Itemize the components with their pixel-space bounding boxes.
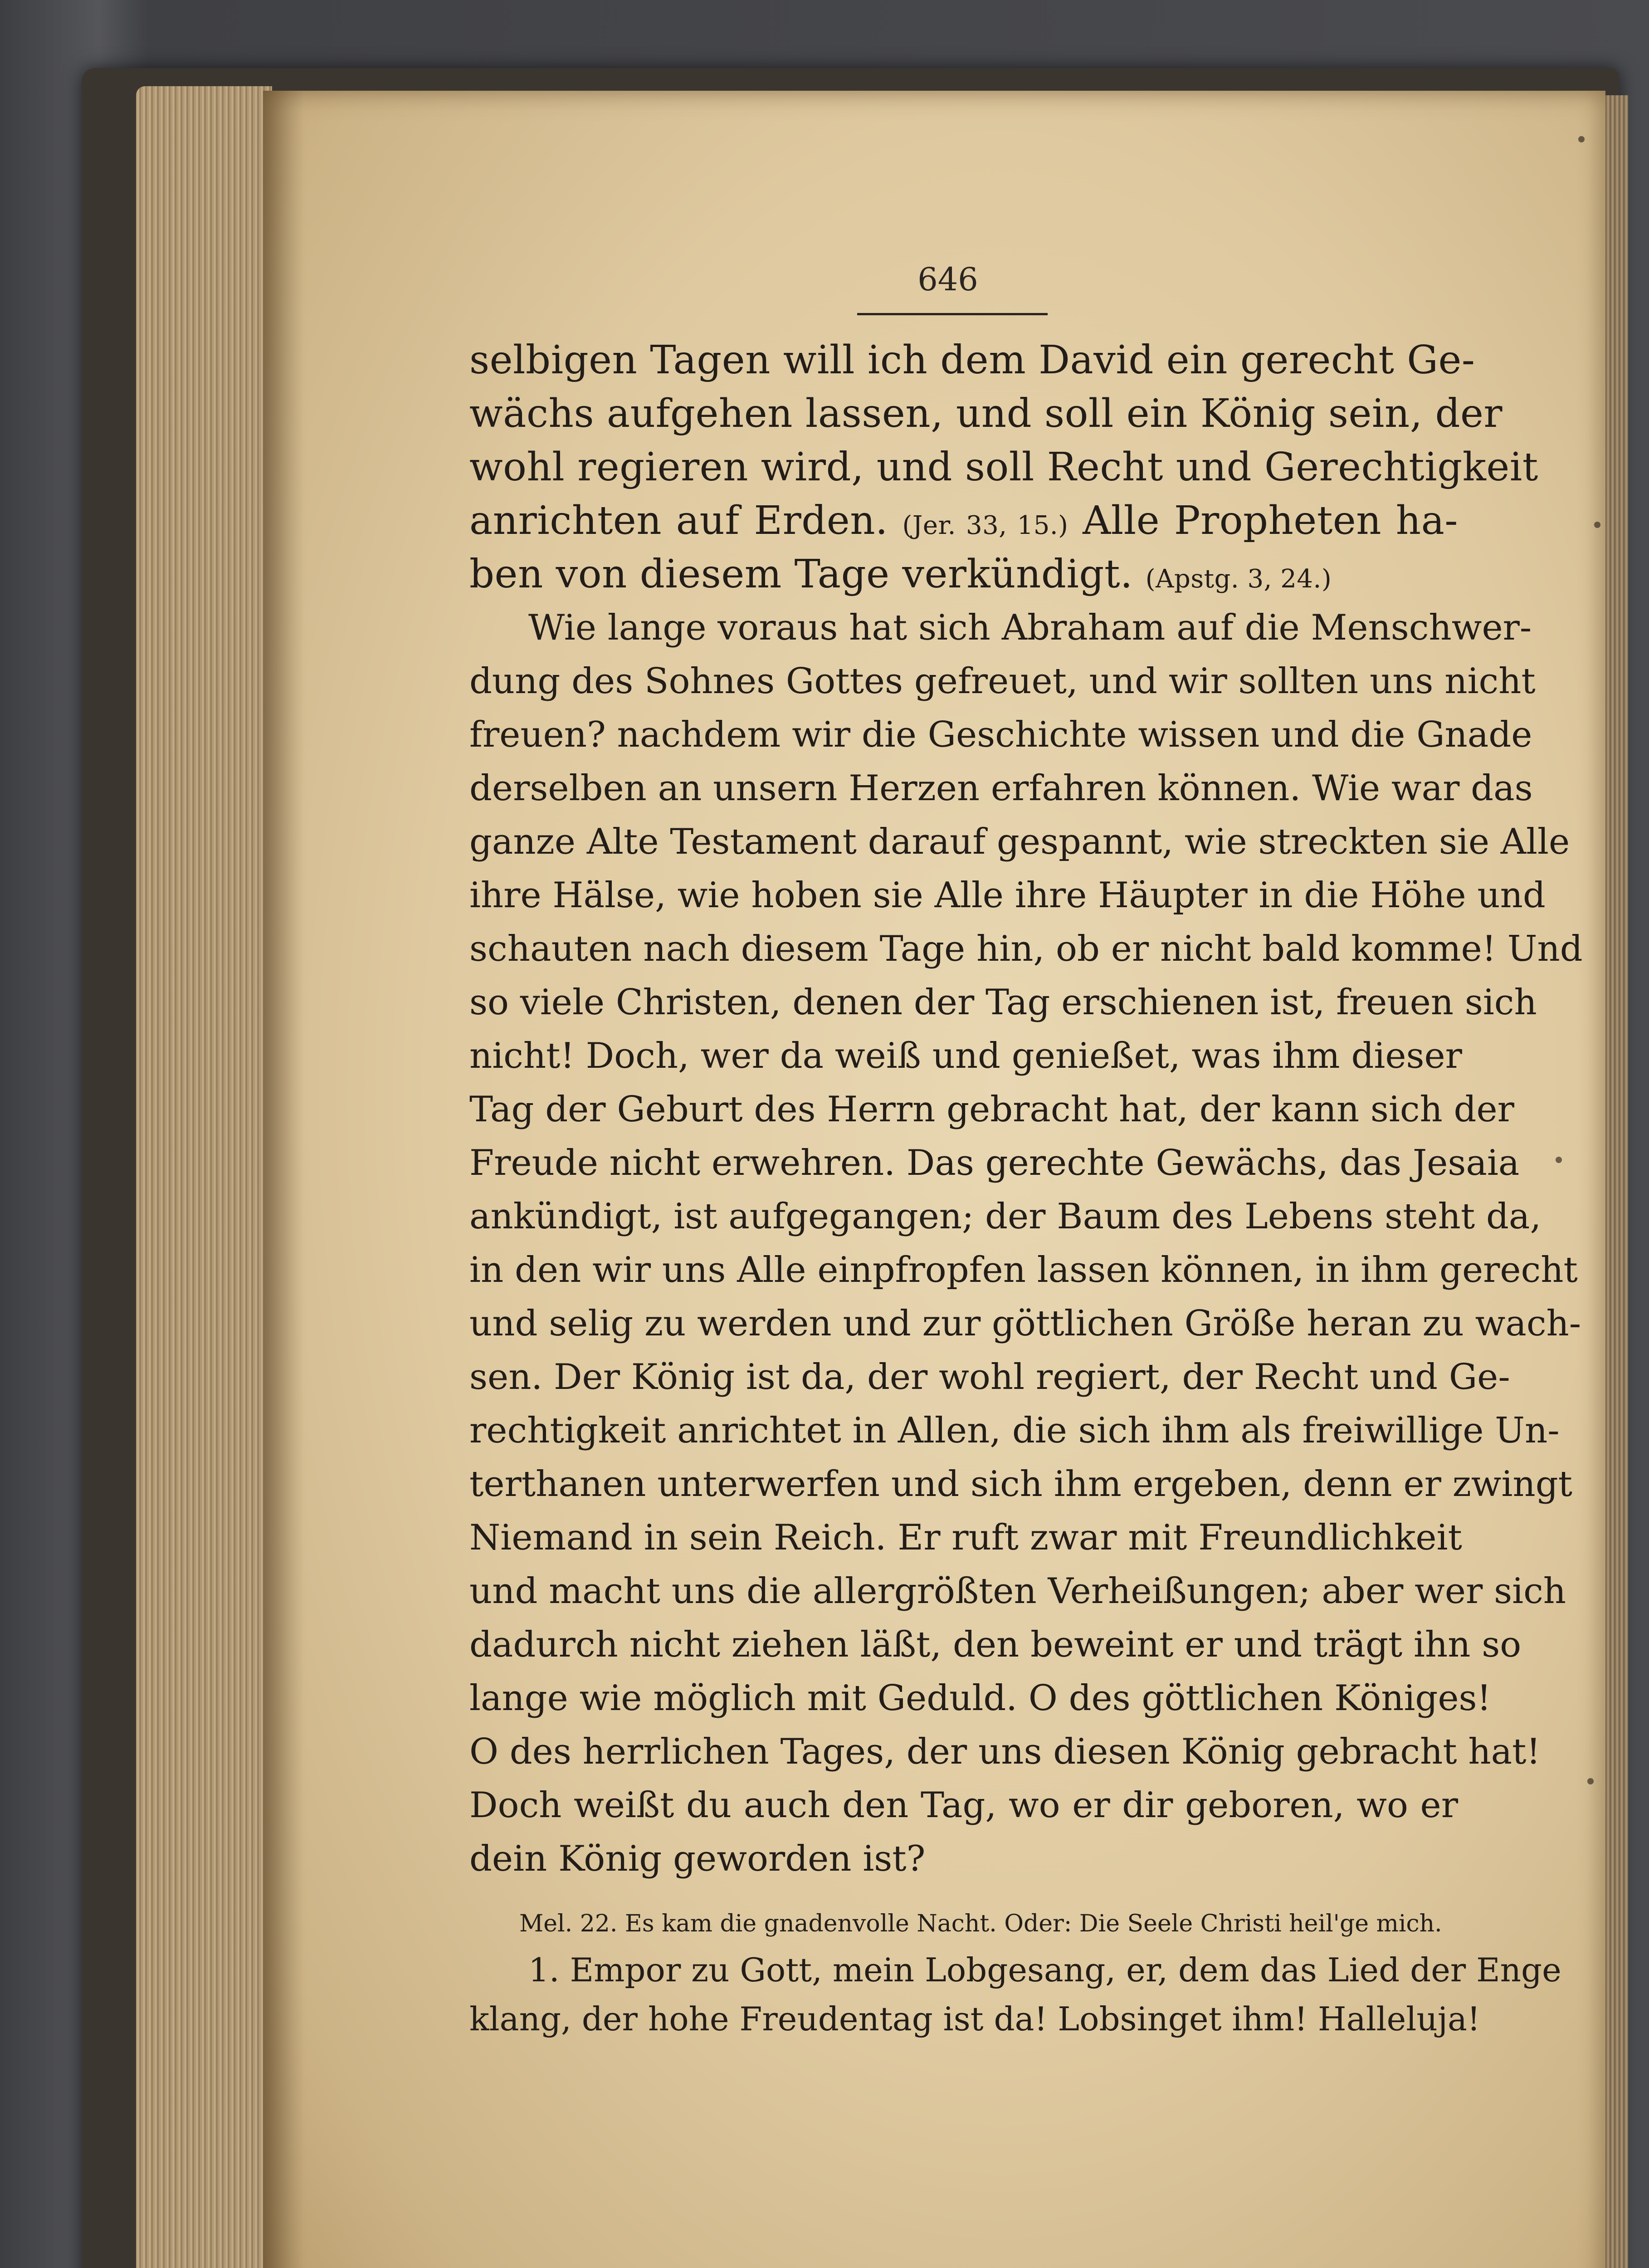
scripture-reference: (Apstg. 3, 24.) xyxy=(1145,564,1332,594)
paper-speck xyxy=(1594,522,1600,528)
text-line-with-reference xyxy=(469,547,1458,601)
text-line: wohl regieren wird, und soll Recht und Gerechtigkeit xyxy=(469,445,1538,490)
paper-speck xyxy=(1556,1157,1562,1163)
paragraph-line: dadurch nicht ziehen läßt, den beweint er und trägt ihn so xyxy=(469,1624,1522,1665)
paragraph-line: dung des Sohnes Gottes gefreuet, und wir sollten uns nicht xyxy=(469,661,1536,702)
paragraph-line: rechtigkeit anrichtet in Allen, die sich ihm als freiwillige Un- xyxy=(469,1410,1560,1451)
melody-line: Mel. 22. Es kam die gnadenvolle Nacht. Oder: Die Seele Christi heil'ge mich. xyxy=(519,1910,1442,1937)
paragraph-line: nicht! Doch, wer da weiß und genießet, was ihm dieser xyxy=(469,1036,1462,1076)
page-number: 646 xyxy=(917,261,978,298)
paragraph-line: in den wir uns Alle einpfropfen lassen können, in ihm gerecht xyxy=(469,1250,1578,1290)
paragraph-line: und selig zu werden und zur göttlichen Größe heran zu wach- xyxy=(469,1303,1581,1344)
paragraph-line: sen. Der König ist da, der wohl regiert, der Recht und Ge- xyxy=(469,1357,1510,1398)
paragraph-line: ihre Hälse, wie hoben sie Alle ihre Häupter in die Höhe und xyxy=(469,875,1546,916)
paragraph-line: so viele Christen, denen der Tag erschienen ist, freuen sich xyxy=(469,982,1537,1023)
paragraph-line: lange wie möglich mit Geduld. O des göttlichen Königes! xyxy=(469,1678,1491,1719)
paper-speck xyxy=(1587,1778,1594,1784)
paper-speck xyxy=(1578,136,1585,142)
paragraph-line: und macht uns die allergrößten Verheißungen; aber wer sich xyxy=(469,1571,1566,1612)
hymn-verse-line: klang, der hohe Freudentag ist da! Lobsinget ihm! Halleluja! xyxy=(469,2000,1480,2038)
text-line: wächs aufgehen lassen, und soll ein König sein, der xyxy=(469,391,1503,436)
text-line: selbigen Tagen will ich dem David ein gerecht Ge- xyxy=(469,337,1475,383)
paragraph-line: Wie lange voraus hat sich Abraham auf die Menschwer- xyxy=(528,607,1532,648)
text-line-with-reference xyxy=(469,494,1458,547)
text-block xyxy=(469,333,1583,2043)
text-segment: Alle Propheten ha- xyxy=(1083,498,1458,543)
text-segment: anrichten auf Erden. xyxy=(469,498,888,543)
paragraph-line: ganze Alte Testament darauf gespannt, wie streckten sie Alle xyxy=(469,821,1570,862)
page-edges-left xyxy=(136,86,272,2268)
header-rule xyxy=(857,313,1048,315)
gutter-shadow xyxy=(263,91,304,2268)
text-segment: ben von diesem Tage verkündigt. xyxy=(469,552,1133,597)
paragraph-line: derselben an unsern Herzen erfahren können. Wie war das xyxy=(469,768,1533,809)
hymn-verse-line: 1. Empor zu Gott, mein Lobgesang, er, dem das Lied der Enge xyxy=(528,1951,1561,1989)
paragraph-line: Doch weißt du auch den Tag, wo er dir geboren, wo er xyxy=(469,1785,1458,1826)
paragraph-line: Tag der Geburt des Herrn gebracht hat, der kann sich der xyxy=(469,1089,1514,1130)
paragraph-line: Freude nicht erwehren. Das gerechte Gewächs, das Jesaia xyxy=(469,1143,1520,1183)
scripture-reference: (Jer. 33, 15.) xyxy=(902,511,1068,540)
paragraph-line: schauten nach diesem Tage hin, ob er nicht bald komme! Und xyxy=(469,929,1583,969)
paragraph-line: ankündigt, ist aufgegangen; der Baum des Lebens steht da, xyxy=(469,1196,1542,1237)
paragraph-line: Niemand in sein Reich. Er ruft zwar mit Freundlichkeit xyxy=(469,1517,1462,1558)
paragraph-line: terthanen unterwerfen und sich ihm ergeben, denn er zwingt xyxy=(469,1464,1573,1505)
paragraph-line: O des herrlichen Tages, der uns diesen König gebracht hat! xyxy=(469,1731,1541,1772)
paragraph-line: freuen? nachdem wir die Geschichte wissen und die Gnade xyxy=(469,714,1532,755)
spacer xyxy=(469,1886,1458,1902)
paragraph-line: dein König geworden ist? xyxy=(469,1838,926,1879)
